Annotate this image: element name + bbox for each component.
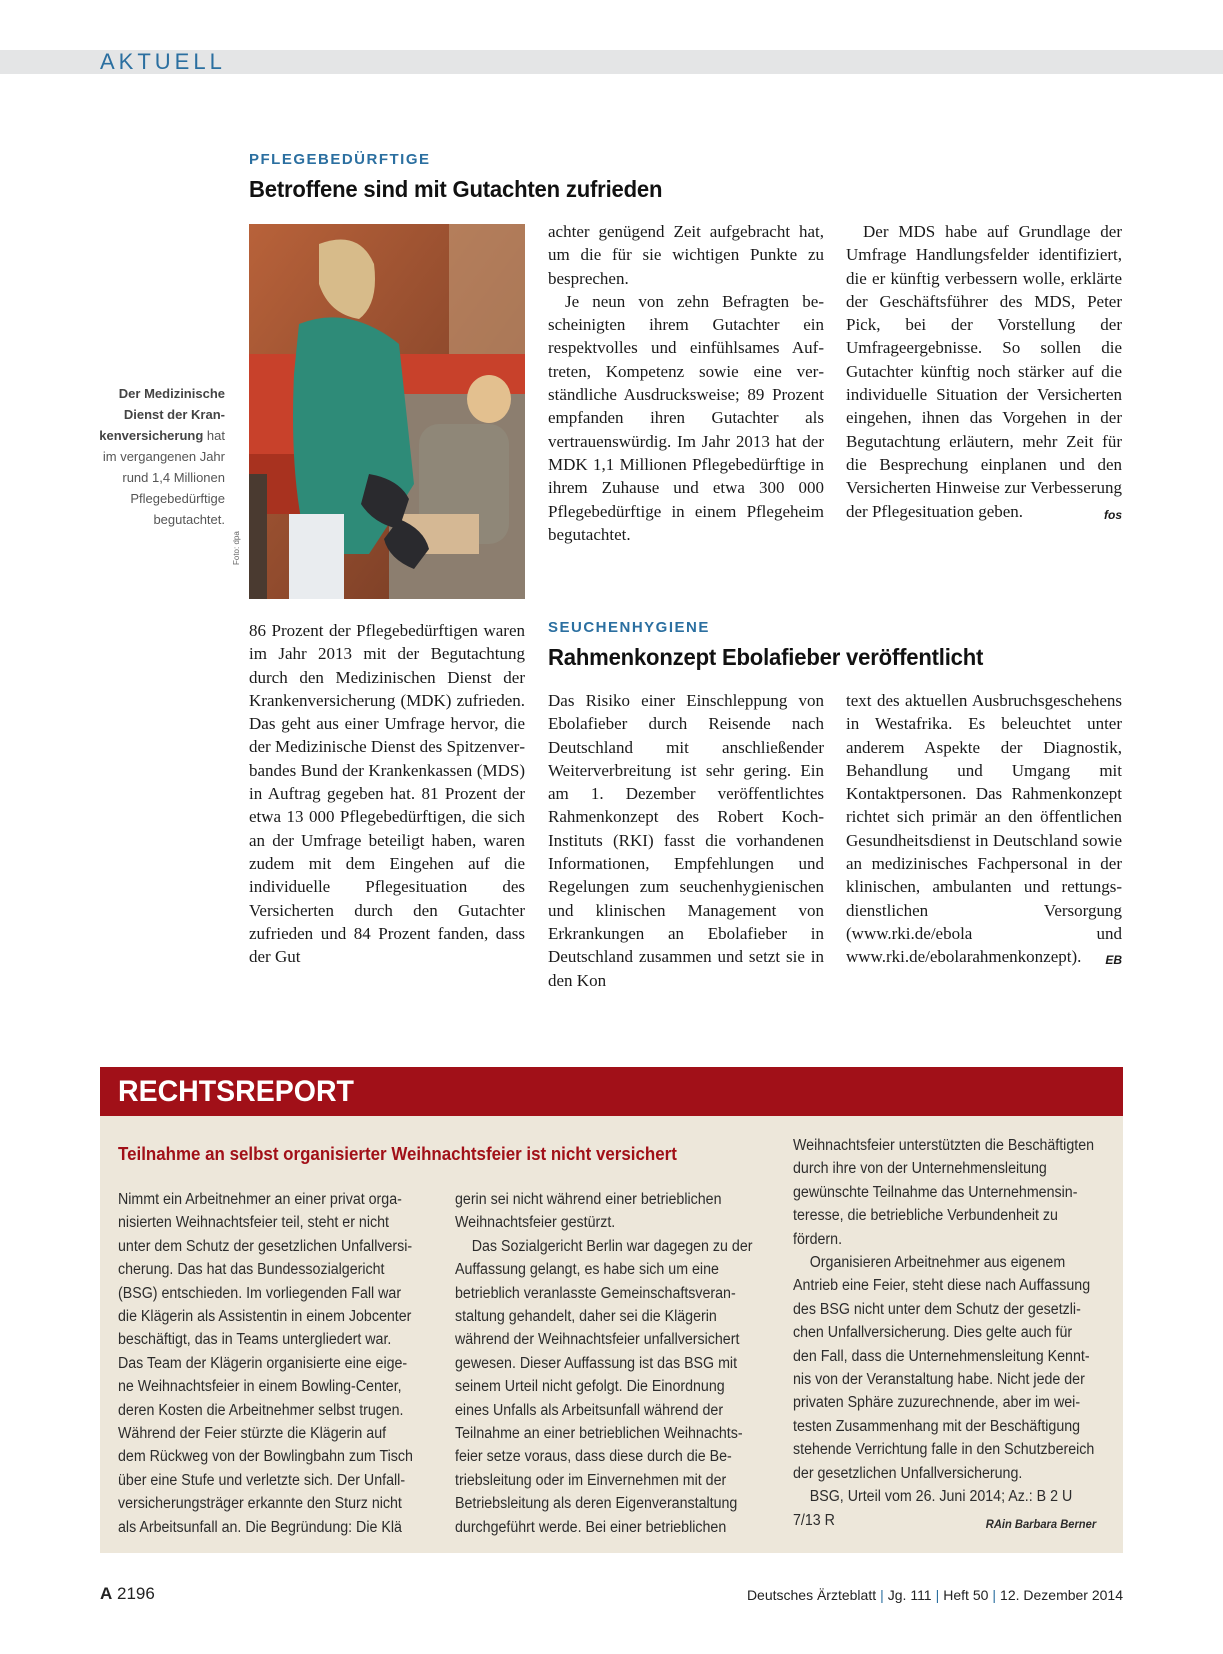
photo-caption [96, 383, 225, 530]
rechtsreport-col3-p2: Organisieren Arbeitnehmer aus eigenem Antrieb eine Feier, steht diese nach Auffassung des BSG nicht unter dem Schutz der gesetzlichen Unfallversicherung. Dies gelte auch für den Fall, dass die Unternehmensleitung Kenntnis von der Veranstaltung habe. Nicht jede der privaten Sphäre zuzurechnende, aber im weitesten Zusammenhang mit der Beschäftigung stehende Verrichtung falle in den Schutzbereich der gesetzlichen Unfallversicherung. [793, 1254, 1095, 1482]
article2-col2-text: text des aktuellen Ausbruchsgeschehens in Westafrika. Es beleuchtet unter anderem Aspekte der Diagnostik, Behandlung und Umgang mit Kontaktpersonen. Das Rahmenkonzept richtet sich primär an den öffentlichen Gesundheitsdienst in Deutschland sowie an medizinisches Fachpersonal in der klinischen, ambulanten und rettungsdienstlichen Versorgung (www.rki.de/ebola und www.rki.de/ebolarahmenkonzept). [846, 691, 1122, 967]
article1-col3-text: Der MDS habe auf Grundlage der Umfrage Handlungsfelder identifiziert, die er künftig verbessern wolle, erklärte der Geschäftsführer des MDS, Peter Pick, bei der Vorstellung der Umfrageergebnisse. So sollen die Gutachter künftig noch stärker auf die individuelle Situation der Versicherten eingehen, ihnen das Vorgehen in der Begutachtung erläutern, mehr Zeit für die Besprechung einplanen und den Versicherten Hinweise zur Verbesserung der Pflegesituation geben. [846, 222, 1122, 521]
article2-signature: EB [1105, 953, 1122, 968]
footer-issue: Heft 50 [943, 1587, 989, 1603]
rechtsreport-col2-p1: gerin sei nicht während einer betrieblichen Weihnachtsfeier gestürzt. [455, 1191, 722, 1232]
article1-col1-text: 86 Prozent der Pflegebedürftigen waren im Jahr 2013 mit der Begutachtung durch den Medizinischen Dienst der Krankenversicherung (MDK) zufrieden. Das geht aus einer Umfrage hervor, die der Medizinische Dienst des Spitzenverbandes Bund der Krankenkassen (MDS) in Auftrag gegeben hat. 81 Prozent der etwa 13 000 Pflegebedürftigen, die sich an der Umfrage beteiligt haben, waren zudem mit dem Eingehen auf die individuelle Pflegesituation des Versicherten durch den Gutachter zufrieden und 84 Prozent fanden, dass der Gut [249, 621, 525, 967]
article1-col2-p2: Je neun von zehn Befragten bescheinigten ihrem Gutachter ein respektvolles und einfühlsames Auftreten, Kompetenz sowie eine verständliche Ausdrucksweise; 89 Prozent empfanden ihren Gutachter als vertrauenswürdig. Im Jahr 2013 hat der MDK 1,1 Millionen Pflegebedürftige in ihrem Zuhause und etwa 300 000 Pflegebedürftige in einem Pflegeheim begutachtet. [548, 291, 824, 544]
article1-kicker: PFLEGEBEDÜRFTIGE [249, 151, 431, 168]
article1-col2-p1: achter genügend Zeit aufgebracht hat, um die für sie wichtigen Punkte zu besprechen. [548, 222, 824, 288]
page-prefix: A [100, 1584, 113, 1603]
article1-photo [249, 224, 525, 599]
rechtsreport-column-3 [793, 1134, 1096, 1536]
rechtsreport-citation: BSG, Urteil vom 26. Juni 2014; Az.: B 2 U 7/13 R [793, 1488, 1073, 1529]
section-label: AKTUELL [100, 49, 226, 74]
rechtsreport-col2-p2: Das Sozialgericht Berlin war dagegen zu der Auffassung gelangt, es habe sich um eine betrieblich veranlasste Gemeinschaftsveranstaltung gehandelt, daher sei die Klägerin während der Weihnachtsfeier unfallversichert gewesen. Dieser Auffassung ist das BSG mit seinem Urteil nicht gefolgt. Die Einordnung eines Unfalls als Arbeitsunfall während der Teilnahme an einer betrieblichen Weihnachtsfeier setze voraus, dass diese durch die Betriebsleitung oder im Einvernehmen mit der Betriebsleitung als deren Eigenveranstaltung durchgeführt werde. Bei einer betrieblichen [455, 1237, 753, 1536]
rechtsreport-col3-p3 [793, 1485, 1096, 1532]
article2-kicker: SEUCHENHYGIENE [548, 619, 710, 636]
article1-title: Betroffene sind mit Gutachten zufrieden [249, 176, 663, 202]
footer-date: 12. Dezember 2014 [1000, 1587, 1123, 1603]
rechtsreport-col3-p1: Weihnachtsfeier unterstützten die Beschäftigten durch ihre von der Unternehmensleitung gewünschte Teilnahme das Unternehmensinteresse, die betriebliche Verbundenheit zu fördern. [793, 1137, 1095, 1248]
footer-separator: | [935, 1587, 940, 1603]
rechtsreport-banner-title: RECHTSREPORT [118, 1075, 354, 1108]
footer-separator: | [992, 1587, 997, 1603]
rechtsreport-headline: Teilnahme an selbst organisierter Weihnachtsfeier ist nicht versichert [118, 1144, 677, 1164]
article2-column-1 [548, 689, 824, 992]
footer-separator: | [880, 1587, 884, 1603]
page-number [100, 1583, 155, 1605]
caregiver-photo-illustration [249, 224, 525, 599]
page-number-value: 2196 [117, 1584, 155, 1603]
article1-signature: fos [1104, 507, 1122, 522]
footer-volume: Jg. 111 [887, 1587, 932, 1603]
photo-credit: Foto: dpa [232, 531, 241, 565]
rechtsreport-signature: RAin Barbara Berner [985, 1516, 1097, 1531]
article1-column-1 [249, 619, 525, 968]
article2-title: Rahmenkonzept Ebolafieber veröffentlicht [548, 644, 984, 670]
article2-col1-text: Das Risiko einer Einschleppung von Ebolafieber durch Reisende nach Deutschland mit anschließender Weiterverbreitung ist sehr gering. Ein am 1. Dezember veröffentlichtes Rahmenkonzept des Robert Koch-Instituts (RKI) fasst die vorhandenen Informationen, Empfehlungen und Regelungen zum seuchenhygienischen und klinischen Management von Erkrankungen an Ebolafieber in Deutschland zusammen und setzt sie in den Kon [548, 691, 824, 990]
footer-meta [747, 1585, 1123, 1605]
footer-journal: Deutsches Ärzteblatt [746, 1587, 877, 1603]
photo-caption-text: hat im vergangenen Jahr rund 1,4 Millionen Pflegebedürftige begutachtet. [102, 428, 225, 527]
article1-column-3 [846, 220, 1122, 527]
article1-column-2 [548, 220, 824, 546]
rechtsreport-column-2 [455, 1188, 758, 1539]
rechtsreport-column-1 [118, 1188, 416, 1539]
article2-column-2 [846, 689, 1122, 973]
photo-caption-bold: Der Medizinische Dienst der Krankenversicherung [99, 386, 225, 443]
rechtsreport-col1-text: Nimmt ein Arbeitnehmer an einer privat organisierten Weihnachtsfeier teil, steht er nicht unter dem Schutz der gesetzlichen Unfallversicherung. Das hat das Bundessozialgericht (BSG) entschieden. Im vorliegenden Fall war die Klägerin als Assistentin in einem Jobcenter beschäftigt, das in Teams untergliedert war. Das Team der Klägerin organisierte eine eigene Weihnachtsfeier in einem Bowling-Center, deren Kosten die Arbeitnehmer selbst trugen. Während der Feier stürzte die Klägerin auf dem Rückweg von der Bowlingbahn zum Tisch über eine Stufe und verletzte sich. Der Unfallversicherungsträger erkannte den Sturz nicht als Arbeitsunfall an. Die Begründung: Die Klä [118, 1191, 413, 1536]
